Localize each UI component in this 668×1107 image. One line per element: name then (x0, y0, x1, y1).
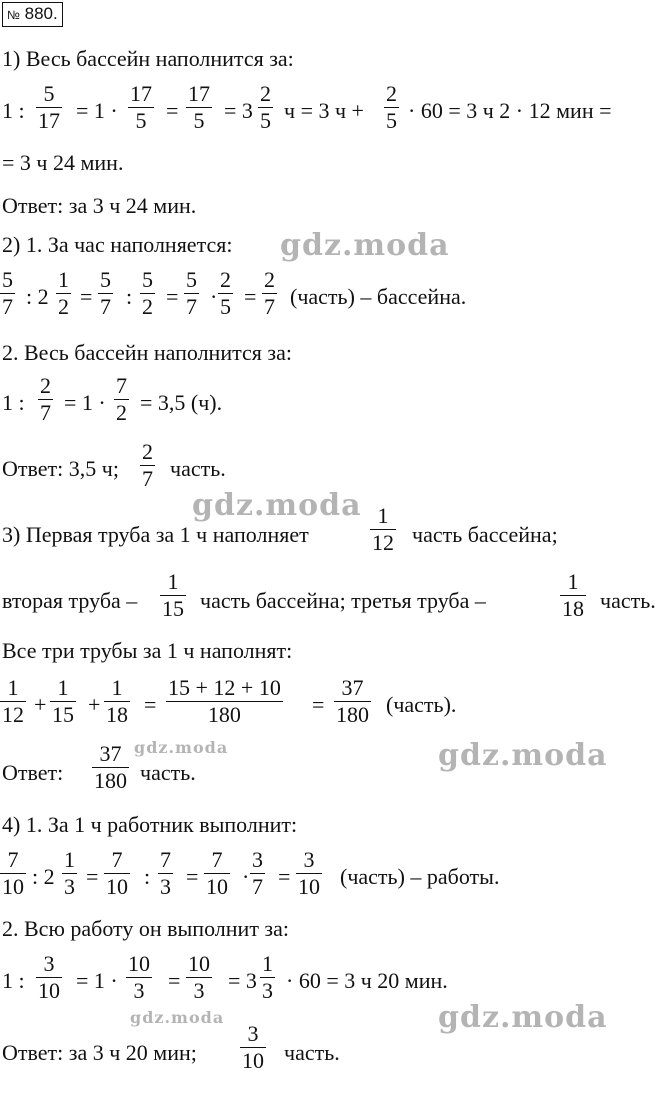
eq-text: (часть) – работы. (340, 864, 500, 889)
fraction: 1 3 (64, 847, 75, 899)
fraction: 1 3 (262, 951, 273, 1003)
fraction: 2 5 (220, 267, 231, 319)
eq-text: = (86, 864, 99, 889)
eq-text: вторая труба – (2, 588, 138, 613)
eq-text: : 2 (32, 864, 55, 889)
problem-number: 880. (24, 4, 58, 23)
fraction: 2 5 (386, 81, 397, 133)
fraction: 2 7 (264, 267, 275, 319)
fraction: 2 7 (40, 373, 51, 425)
eq-text: 3) Первая труба за 1 ч наполняет (2, 522, 309, 547)
fraction: 3 10 (242, 1021, 264, 1073)
s3-sum-heading: Все три трубы за 1 ч наполнят: (2, 638, 293, 663)
eq-text: = (244, 284, 257, 309)
eq-text: часть бассейна; (412, 522, 558, 547)
fraction: 2 7 (142, 439, 153, 491)
eq-text: : 2 (26, 284, 49, 309)
fraction: 2 5 (260, 81, 271, 133)
answer-text: Ответ: (2, 760, 64, 785)
watermark: gdz.moda (438, 738, 608, 773)
eq-text: = 1 · (64, 390, 106, 415)
eq-text: = (166, 98, 179, 123)
answer-text: часть. (284, 1040, 340, 1065)
eq-text: ч = 3 ч + (284, 98, 364, 123)
fraction: 7 10 (206, 847, 228, 899)
fraction: 5 17 (38, 81, 60, 133)
eq-text: : (144, 864, 151, 889)
watermark: gdz.moda (192, 488, 362, 523)
eq-text: = 3,5 (ч). (140, 390, 223, 415)
eq-text: (часть). (386, 692, 457, 717)
eq-text: · (242, 864, 250, 889)
fraction: 1 15 (52, 675, 74, 727)
s2-step2: 2. Весь бассейн наполнится за: (2, 340, 292, 365)
eq-text: 1 : (2, 390, 25, 415)
fraction: 1 18 (562, 569, 584, 621)
watermark: gdz.moda (438, 1000, 608, 1035)
eq-text: = 1 · (76, 968, 118, 993)
watermark: gdz.moda (130, 1008, 225, 1027)
fraction: 7 2 (116, 373, 127, 425)
eq-text: = (312, 692, 325, 717)
s1-heading: 1) Весь бассейн наполнится за: (2, 46, 294, 71)
s1-continuation: = 3 ч 24 мин. (2, 150, 124, 175)
eq-text: : (126, 284, 133, 309)
eq-text: · 60 = 3 ч 2 · 12 мин = (408, 98, 612, 123)
fraction: 10 3 (128, 951, 150, 1003)
fraction: 3 7 (252, 847, 263, 899)
fraction: 1 12 (372, 503, 394, 555)
s2-heading: 2) 1. За час наполняется: (2, 232, 233, 257)
answer-text: часть. (140, 760, 196, 785)
eq-text: + (88, 692, 101, 717)
eq-text: = (80, 284, 93, 309)
fraction: 10 3 (188, 951, 210, 1003)
watermark: gdz.moda (134, 738, 229, 757)
eq-text: часть. (600, 588, 656, 613)
eq-text: 1 : (2, 98, 25, 123)
eq-text: = 3 (228, 968, 257, 993)
number-sign: № (7, 8, 20, 22)
eq-text: + (34, 692, 47, 717)
eq-text: · 60 = 3 ч 20 мин. (286, 968, 448, 993)
eq-text: (часть) – бассейна. (290, 284, 467, 309)
fraction: 7 10 (2, 847, 24, 899)
fraction: 37 180 (336, 675, 369, 727)
fraction: 5 7 (100, 267, 111, 319)
fraction: 5 2 (142, 267, 153, 319)
answer-text: Ответ: 3,5 ч; (2, 456, 119, 481)
eq-text: = (144, 692, 157, 717)
fraction: 7 10 (106, 847, 128, 899)
watermark: gdz.moda (280, 228, 450, 263)
problem-number-badge (2, 2, 63, 27)
eq-text: 1 : (2, 968, 25, 993)
fraction: 17 5 (130, 81, 152, 133)
eq-text: часть бассейна; третья труба – (200, 588, 486, 613)
fraction: 1 12 (2, 675, 24, 727)
s4-step2: 2. Всю работу он выполнит за: (2, 916, 289, 941)
eq-text: = (186, 864, 199, 889)
eq-text: = 3 (224, 98, 253, 123)
fraction: 5 7 (2, 267, 13, 319)
answer-text: часть. (170, 456, 226, 481)
fraction: 17 5 (188, 81, 210, 133)
fraction: 7 3 (160, 847, 171, 899)
eq-text: = (278, 864, 291, 889)
fraction: 5 7 (186, 267, 197, 319)
fraction: 3 10 (298, 847, 320, 899)
eq-text: = (168, 968, 181, 993)
eq-text: · (210, 284, 218, 309)
answer-text: Ответ: за 3 ч 20 мин; (2, 1040, 197, 1065)
fraction: 1 18 (106, 675, 128, 727)
s1-answer: Ответ: за 3 ч 24 мин. (2, 193, 197, 218)
fraction: 1 2 (58, 267, 69, 319)
fraction: 3 10 (38, 951, 60, 1003)
eq-text: = (166, 284, 179, 309)
fraction: 1 15 (162, 569, 184, 621)
s4-heading: 4) 1. За 1 ч работник выполнит: (2, 812, 298, 837)
eq-text: = 1 · (76, 98, 118, 123)
fraction: 37 180 (94, 741, 127, 793)
fraction: 15 + 12 + 10 180 (168, 675, 281, 727)
